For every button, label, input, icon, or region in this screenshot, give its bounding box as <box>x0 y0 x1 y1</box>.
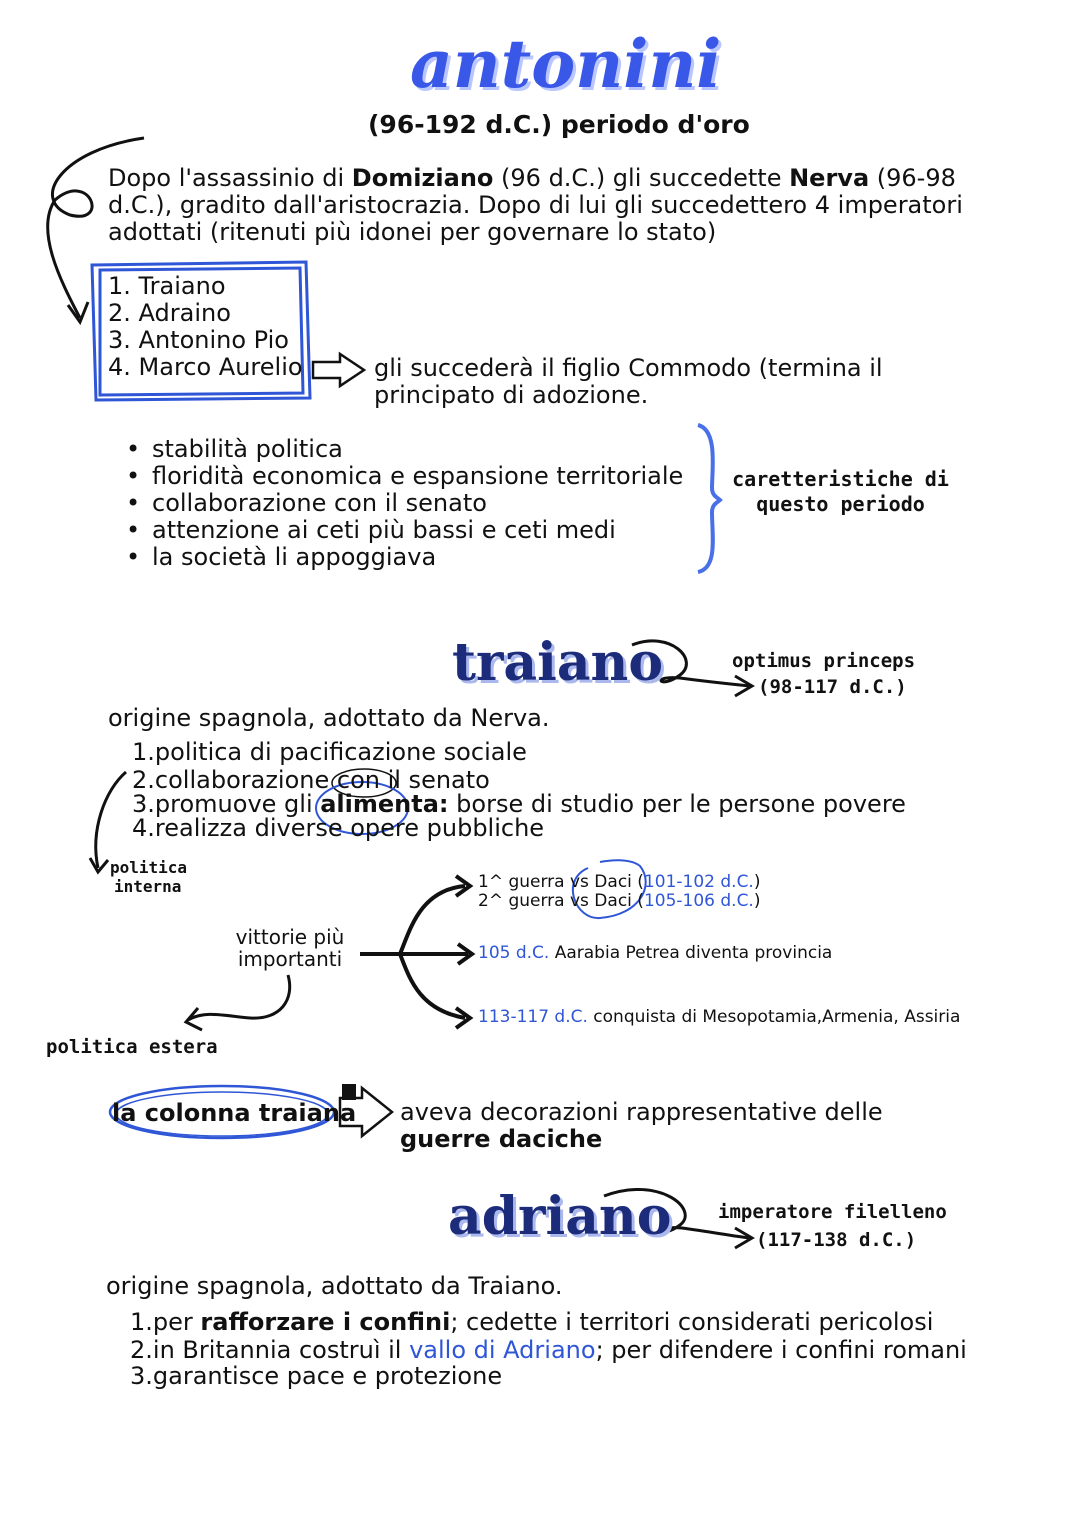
foreign-label: politica estera <box>46 1036 218 1058</box>
antonini-subtitle: (96-192 d.C.) periodo d'oro <box>368 110 750 139</box>
internal-item: 2.collaborazione con il senato <box>132 766 490 794</box>
intro-line-3: adottati (ritenuti più idonei per governare lo stato) <box>108 218 717 246</box>
internal-item: 3.promuove gli alimenta: borse di studio per le persone povere <box>132 790 906 818</box>
adriano-origin: origine spagnola, adottato da Traiano. <box>106 1272 563 1300</box>
features-list <box>122 436 683 571</box>
feature-item: • collaborazione con il senato <box>122 490 683 517</box>
emperor-item: 3. Antonino Pio <box>108 326 289 354</box>
traiano-epithet: optimus princeps (98-117 d.C.) <box>732 650 916 698</box>
colonna-traiana: la colonna traiana <box>112 1099 357 1127</box>
features-label: caretteristiche di questo periodo <box>732 467 949 516</box>
antonini-title: antonini <box>410 25 722 103</box>
internal-item: 1.politica di pacificazione sociale <box>132 738 527 766</box>
victories-label: vittorie più importanti <box>235 925 345 971</box>
internal-item: 4.realizza diverse opere pubbliche <box>132 814 545 842</box>
adriano-item: 2.in Britannia costruì il vallo di Adriano; per difendere i confini romani <box>130 1336 967 1364</box>
internal-arrow <box>96 772 126 868</box>
feature-item: • floridità economica e espansione territoriale <box>122 463 683 490</box>
features-brace <box>698 425 720 572</box>
adriano-item: 3.garantisce pace e protezione <box>130 1362 503 1390</box>
emperor-item: 4. Marco Aurelio <box>108 353 303 381</box>
emperor-item: 1. Traiano <box>108 272 226 300</box>
branch-down <box>400 954 465 1018</box>
mesopotamia-conquest: 113-117 d.C. conquista di Mesopotamia,Armenia, Assiria <box>478 1007 961 1027</box>
arabia-province: 105 d.C. Aarabia Petrea diventa provincia <box>478 943 833 963</box>
feature-item: • stabilità politica <box>122 436 683 463</box>
foreign-arrow <box>188 975 290 1020</box>
succession-arrow <box>313 354 364 386</box>
internal-label: politica interna <box>110 858 188 896</box>
intro-line-2: d.C.), gradito dall'aristocrazia. Dopo di lui gli succedettero 4 imperatori <box>108 191 963 219</box>
adriano-epithet: imperatore filelleno (117-138 d.C.) <box>718 1201 947 1251</box>
war-2: 2^ guerra vs Daci (105-106 d.C.) <box>478 891 761 911</box>
colonna-description: aveva decorazioni rappresentative delle guerre daciche <box>400 1098 883 1153</box>
feature-item: • la società li appoggiava <box>122 544 683 571</box>
adriano-item: 1.per rafforzare i confini; cedette i territori considerati pericolosi <box>130 1308 934 1336</box>
intro-line-1: Dopo l'assassinio di Domiziano (96 d.C.) gli succedette Nerva (96-98 <box>108 164 956 192</box>
internal-arrow-head <box>90 858 108 872</box>
traiano-internal-list <box>132 740 906 840</box>
traiano-title: traiano <box>452 632 664 693</box>
succession-note: gli succederà il figlio Commodo (termina il principato di adozione. <box>374 354 883 409</box>
adriano-title: adriano <box>448 1186 672 1247</box>
intro-paragraph <box>108 165 963 246</box>
branch-up <box>400 886 465 954</box>
traiano-origin: origine spagnola, adottato da Nerva. <box>108 704 550 732</box>
war-1: 1^ guerra vs Daci (101-102 d.C.) <box>478 872 761 892</box>
dacian-wars <box>478 873 760 911</box>
emperors-list <box>108 273 303 381</box>
feature-item: • attenzione ai ceti più bassi e ceti medi <box>122 517 683 544</box>
adriano-list <box>130 1308 967 1388</box>
emperor-item: 2. Adraino <box>108 299 231 327</box>
